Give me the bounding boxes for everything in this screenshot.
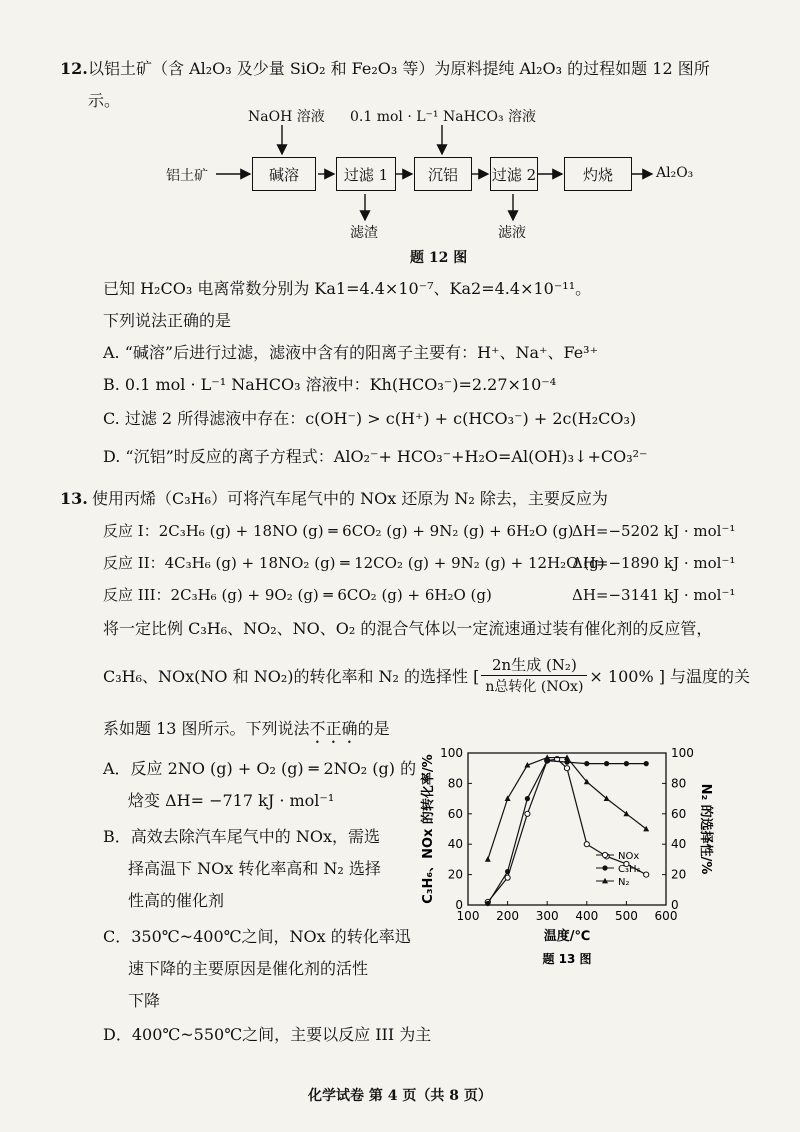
flow-step-filter2: 过滤 2 — [490, 157, 538, 191]
flow-reagent-nahco3: 0.1 mol · L⁻¹ NaHCO₃ 溶液 — [350, 109, 537, 125]
data-point-2 — [485, 856, 491, 862]
y-axis-label-right: N₂ 的选择性/% — [698, 783, 713, 875]
q13-option-a-line1[interactable]: A．反应 2NO (g) + O₂ (g) ═ 2NO₂ (g) 的 — [103, 759, 417, 778]
q12-option-b[interactable]: B. 0.1 mol · L⁻¹ NaHCO₃ 溶液中：Kh(HCO₃⁻)=2.27×10⁻⁴ — [103, 375, 557, 394]
flow-caption: 题 12 图 — [410, 250, 468, 266]
q12-option-a[interactable]: A. “碱溶”后进行过滤，滤液中含有的阳离子主要有：H⁺、Na⁺、Fe³⁺ — [103, 343, 599, 362]
q13-para3-a: 系如题 13 图所示。下列说法 — [103, 719, 310, 738]
selectivity-fraction — [481, 654, 587, 696]
flow-waste-residue: 滤渣 — [350, 225, 378, 241]
q13-para2 — [103, 654, 750, 696]
q13-stem: 使用丙烯（C₃H₆）可将汽车尾气中的 NOx 还原为 N₂ 除去，主要反应为 — [92, 489, 608, 508]
q13-chart — [400, 735, 730, 975]
q13-option-b-line1[interactable]: B．高效去除汽车尾气中的 NOx，需选 — [103, 827, 380, 846]
q12-option-c[interactable]: C. 过滤 2 所得滤液中存在：c(OH⁻) > c(H⁺) + c(HCO₃⁻) + 2c(H₂CO₃) — [103, 409, 637, 428]
q13-option-d-line1[interactable]: D．400℃~550℃之间，主要以反应 III 为主 — [103, 1025, 432, 1044]
flow-step-calcine: 灼烧 — [564, 157, 632, 191]
q12-stem-line2: 示。 — [88, 91, 121, 110]
q13-option-c-line1[interactable]: C．350℃~400℃之间，NOx 的转化率迅 — [103, 927, 411, 946]
q13-option-c-line3: 下降 — [128, 991, 161, 1010]
q12-option-d[interactable]: D. “沉铝”时反应的离子方程式：AlO₂⁻+ HCO₃⁻+H₂O=Al(OH)₃↓+CO₃²⁻ — [103, 447, 648, 466]
q13-reaction-2-dh: ΔH=−1890 kJ · mol⁻¹ — [572, 554, 736, 572]
q13-para2-a: C₃H₆、NOx(NO 和 NO₂)的转化率和 N₂ 的选择性 [ — [103, 666, 480, 686]
q13-option-b-line2: 择高温下 NOx 转化率高和 N₂ 选择 — [128, 859, 381, 878]
flow-arrows — [0, 0, 800, 260]
q13-reaction-3: 反应 III：2C₃H₆ (g) + 9O₂ (g) ═ 6CO₂ (g) + 6H₂O (g) — [103, 586, 492, 604]
flow-step-alkali: 碱溶 — [252, 157, 316, 191]
data-point-0 — [644, 872, 649, 877]
data-point-1 — [604, 761, 609, 766]
data-point-1 — [485, 901, 490, 906]
q13-para3-emphasis: 不正确 — [309, 719, 358, 738]
data-point-1 — [644, 761, 649, 766]
y-tick-label-left: 40 — [447, 837, 463, 852]
y-tick-label-left: 60 — [447, 806, 463, 821]
q13-reaction-1: 反应 I：2C₃H₆ (g) + 18NO (g) ═ 6CO₂ (g) + 9N₂ (g) + 6H₂O (g) — [103, 522, 574, 540]
legend-marker — [602, 865, 607, 870]
x-tick-label: 400 — [575, 909, 599, 923]
data-point-0 — [505, 875, 510, 880]
legend-label: N₂ — [618, 877, 630, 888]
q13-reaction-3-dh: ΔH=−3141 kJ · mol⁻¹ — [572, 586, 736, 604]
legend-label: NOx — [618, 851, 640, 862]
data-point-0 — [584, 842, 589, 847]
data-point-1 — [584, 761, 589, 766]
q12-stem-line1: 以铝土矿（含 Al₂O₃ 及少量 SiO₂ 和 Fe₂O₃ 等）为原料提纯 Al₂O₃ 的过程如题 12 图所 — [88, 59, 710, 78]
fraction-numerator: 2n生成 (N₂) — [481, 654, 587, 676]
flow-step-precip: 沉铝 — [414, 157, 472, 191]
legend-marker — [602, 852, 607, 857]
y-tick-label-right: 80 — [671, 776, 687, 791]
y-tick-label-right: 40 — [671, 837, 687, 852]
y-tick-label-right: 100 — [671, 746, 694, 760]
q13-para3 — [103, 718, 390, 747]
flow-waste-filtrate: 滤液 — [498, 225, 526, 241]
q13-reaction-1-dh: ΔH=−5202 kJ · mol⁻¹ — [572, 522, 736, 540]
y-tick-label-right: 60 — [671, 806, 687, 821]
q13-option-b-line3: 性高的催化剂 — [128, 891, 225, 910]
q12-prompt: 下列说法正确的是 — [103, 311, 232, 330]
y-tick-label-left: 100 — [440, 746, 463, 760]
y-tick-label-left: 0 — [455, 898, 463, 912]
x-axis-label: 温度/℃ — [543, 929, 591, 944]
data-point-1 — [624, 761, 629, 766]
y-tick-label-left: 80 — [447, 776, 463, 791]
flow-step-filter1: 过滤 1 — [336, 157, 396, 191]
q12-number: 12. — [60, 59, 88, 78]
data-point-1 — [505, 869, 510, 874]
x-tick-label: 600 — [654, 909, 678, 923]
chart-caption: 题 13 图 — [542, 952, 592, 966]
x-tick-label: 300 — [535, 909, 559, 923]
q13-reaction-2: 反应 II：4C₃H₆ (g) + 18NO₂ (g) ═ 12CO₂ (g) + 9N₂ (g) + 12H₂O (g) — [103, 554, 605, 572]
data-point-0 — [525, 811, 530, 816]
y-tick-label-right: 20 — [671, 867, 687, 882]
y-tick-label-left: 20 — [447, 867, 463, 882]
data-point-2 — [505, 795, 511, 801]
data-point-0 — [564, 766, 569, 771]
x-tick-label: 100 — [456, 909, 480, 923]
y-axis-label-left: C₃H₆、NOx 的转化率/% — [421, 754, 436, 904]
flow-input: 铝土矿 — [166, 168, 208, 184]
q13-para3-b: 的是 — [357, 719, 390, 738]
page-footer: 化学试卷 第 4 页（共 8 页） — [308, 1088, 492, 1104]
legend-label: C₃H₆ — [618, 864, 641, 875]
series-line-2 — [488, 758, 646, 860]
q13-option-a-line2: 焓变 ΔH= −717 kJ · mol⁻¹ — [128, 791, 335, 810]
flow-reagent-naoh: NaOH 溶液 — [248, 109, 325, 125]
q13-number: 13. — [60, 489, 88, 508]
q13-option-c-line2: 速下降的主要原因是催化剂的活性 — [128, 959, 369, 978]
flow-output: Al₂O₃ — [656, 165, 694, 181]
data-point-1 — [525, 796, 530, 801]
q13-para2-b: × 100% ] 与温度的关 — [589, 666, 751, 686]
x-tick-label: 200 — [496, 909, 520, 923]
q13-para1: 将一定比例 C₃H₆、NO₂、NO、O₂ 的混合气体以一定流速通过装有催化剂的反应管， — [103, 619, 713, 638]
q12-known: 已知 H₂CO₃ 电离常数分别为 Ka1=4.4×10⁻⁷、Ka2=4.4×10⁻¹¹。 — [103, 279, 592, 298]
y-tick-label-right: 0 — [671, 898, 679, 912]
fraction-denominator: n总转化 (NOx) — [485, 679, 584, 695]
x-tick-label: 500 — [614, 909, 638, 923]
